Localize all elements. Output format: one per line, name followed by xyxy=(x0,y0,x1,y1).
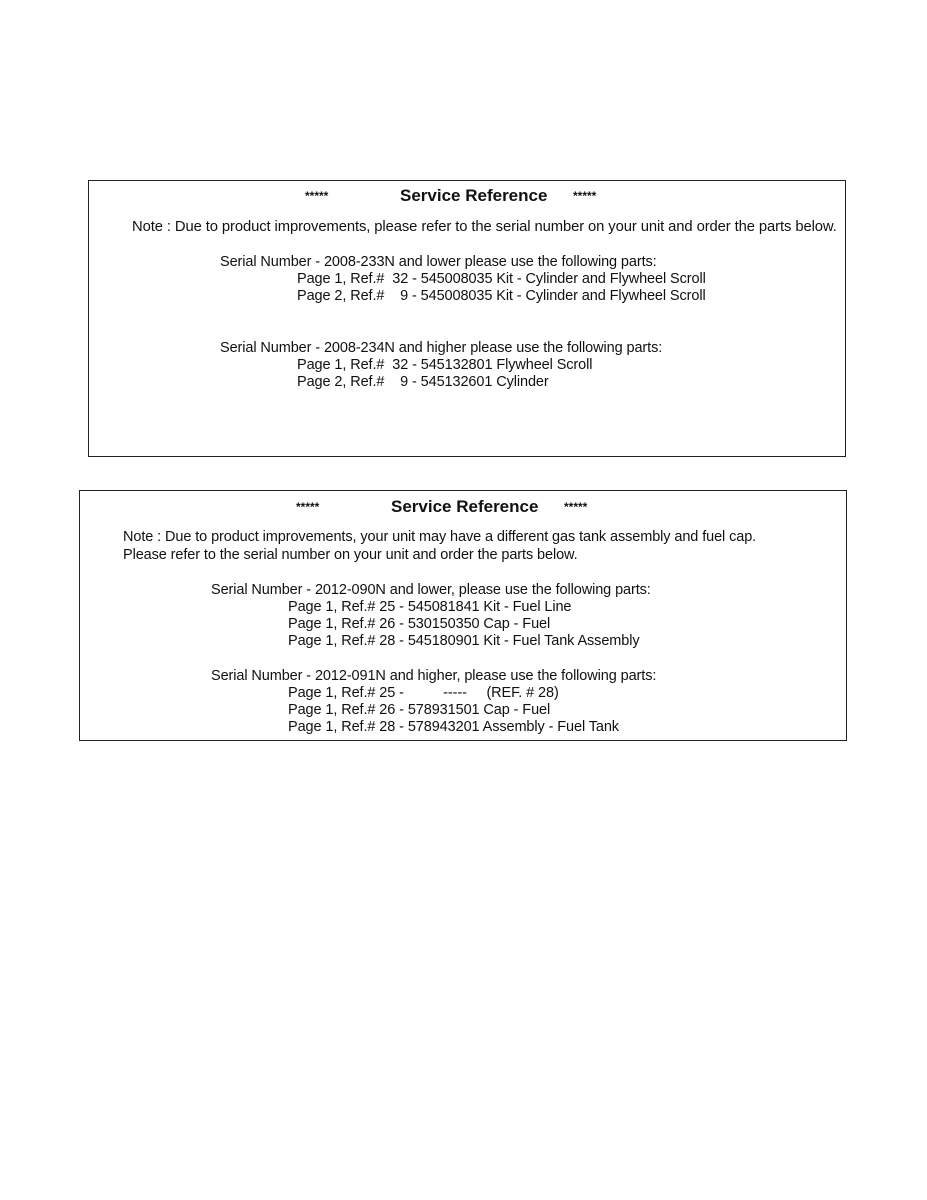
stars-left: ***** xyxy=(296,500,320,514)
part-line: Page 1, Ref.# 28 - 545180901 Kit - Fuel Tank Assembly xyxy=(288,633,640,649)
serial-range: Serial Number - 2008-233N and lower please use the following parts: xyxy=(220,254,657,270)
part-line: Page 2, Ref.# 9 - 545132601 Cylinder xyxy=(297,374,549,390)
part-line: Page 2, Ref.# 9 - 545008035 Kit - Cylinder and Flywheel Scroll xyxy=(297,288,706,304)
stars-left: ***** xyxy=(305,189,329,203)
serial-range: Serial Number - 2012-091N and higher, please use the following parts: xyxy=(211,668,657,684)
part-line: Page 1, Ref.# 26 - 530150350 Cap - Fuel xyxy=(288,616,551,632)
stars-right: ***** xyxy=(573,189,597,203)
stars-right: ***** xyxy=(564,500,588,514)
notice-title: Service Reference xyxy=(400,186,548,205)
part-line: Page 1, Ref.# 25 - 545081841 Kit - Fuel Line xyxy=(288,599,572,615)
note-text: Note : Due to product improvements, your unit may have a different gas tank assembly and fuel cap. xyxy=(123,529,757,545)
part-line: Page 1, Ref.# 25 - ----- (REF. # 28) xyxy=(288,685,559,701)
part-line: Page 1, Ref.# 32 - 545132801 Flywheel Scroll xyxy=(297,357,593,373)
note-text: Please refer to the serial number on your unit and order the parts below. xyxy=(123,547,578,563)
part-line: Page 1, Ref.# 28 - 578943201 Assembly - Fuel Tank xyxy=(288,719,619,735)
part-line: Page 1, Ref.# 26 - 578931501 Cap - Fuel xyxy=(288,702,551,718)
serial-range: Serial Number - 2012-090N and lower, please use the following parts: xyxy=(211,582,651,598)
serial-range: Serial Number - 2008-234N and higher please use the following parts: xyxy=(220,340,663,356)
note-text: Note : Due to product improvements, please refer to the serial number on your unit and order the parts below. xyxy=(132,219,837,235)
notice-title: Service Reference xyxy=(391,497,539,516)
part-line: Page 1, Ref.# 32 - 545008035 Kit - Cylinder and Flywheel Scroll xyxy=(297,271,706,287)
